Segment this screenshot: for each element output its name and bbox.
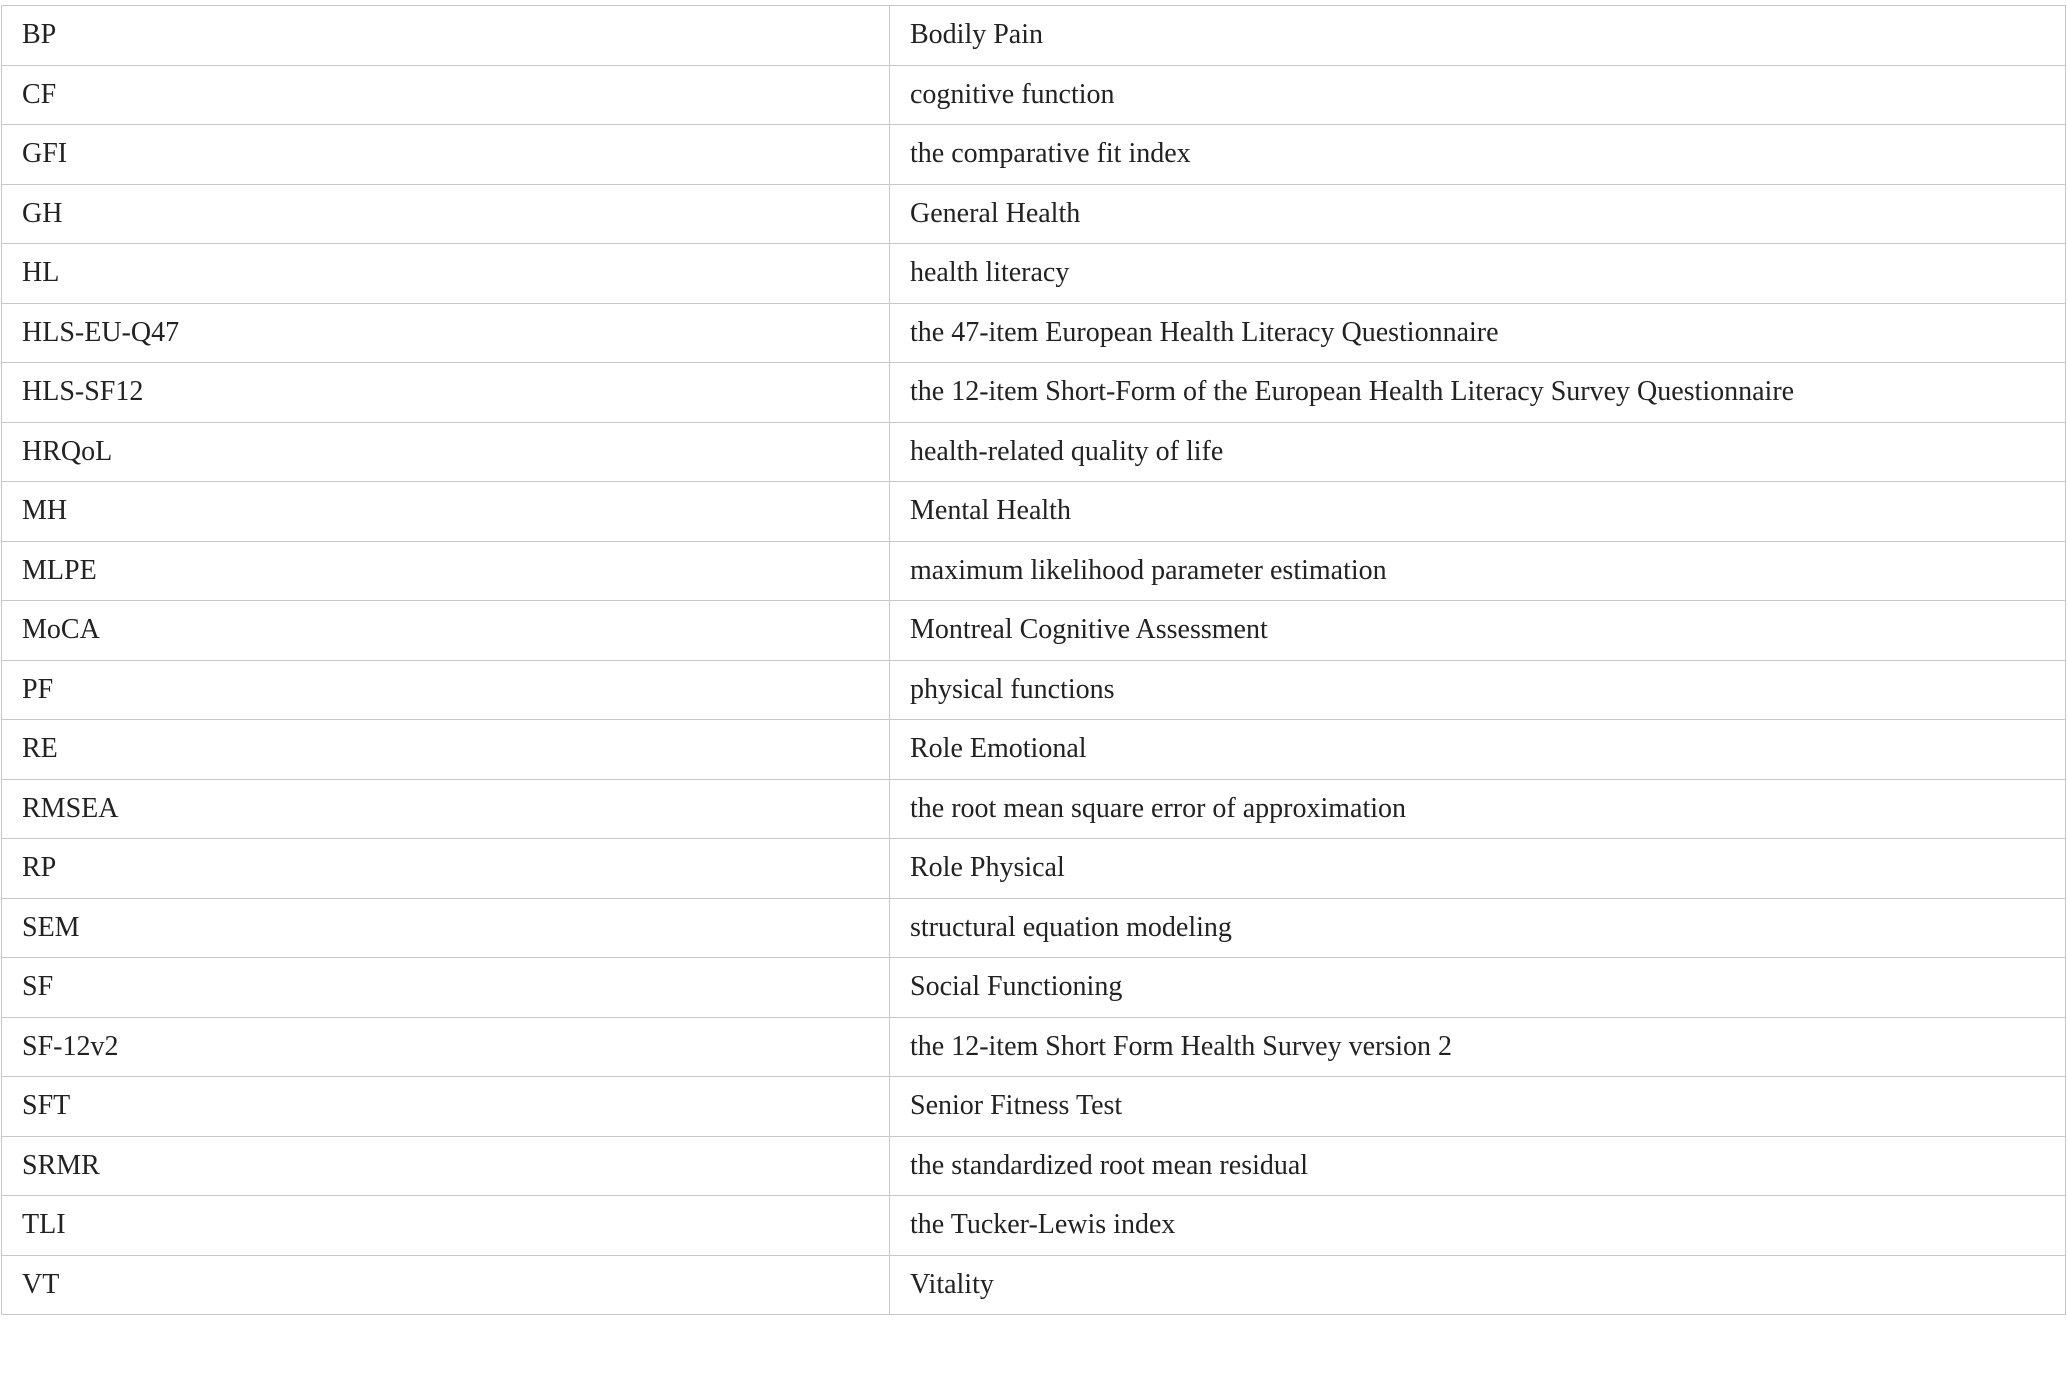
abbreviation-cell: HL [2,244,890,304]
abbreviation-cell: MoCA [2,601,890,661]
definition-cell: cognitive function [890,65,2066,125]
definition-cell: Senior Fitness Test [890,1077,2066,1137]
definition-cell: Vitality [890,1255,2066,1315]
table-row [2,482,2066,542]
table-row [2,363,2066,423]
abbreviation-cell: VT [2,1255,890,1315]
definition-cell: the 12-item Short-Form of the European Health Literacy Survey Questionnaire [890,363,2066,423]
abbreviation-cell: RMSEA [2,779,890,839]
abbreviation-cell: HRQoL [2,422,890,482]
table-row [2,958,2066,1018]
table-row [2,541,2066,601]
abbreviation-cell: GFI [2,125,890,185]
abbreviations-table [1,5,2066,1315]
abbreviation-cell: MLPE [2,541,890,601]
table-row [2,1017,2066,1077]
table-row [2,184,2066,244]
definition-cell: the root mean square error of approximation [890,779,2066,839]
definition-cell: the comparative fit index [890,125,2066,185]
abbreviation-cell: SFT [2,1077,890,1137]
definition-cell: maximum likelihood parameter estimation [890,541,2066,601]
abbreviation-cell: GH [2,184,890,244]
definition-cell: Mental Health [890,482,2066,542]
definition-cell: physical functions [890,660,2066,720]
table-row [2,1136,2066,1196]
definition-cell: General Health [890,184,2066,244]
abbreviation-cell: PF [2,660,890,720]
table-row [2,125,2066,185]
abbreviation-cell: CF [2,65,890,125]
definition-cell: the 12-item Short Form Health Survey version 2 [890,1017,2066,1077]
table-row [2,65,2066,125]
definition-cell: the 47-item European Health Literacy Questionnaire [890,303,2066,363]
definition-cell: health-related quality of life [890,422,2066,482]
table-row [2,898,2066,958]
definition-cell: structural equation modeling [890,898,2066,958]
abbreviation-cell: SEM [2,898,890,958]
table-row [2,422,2066,482]
abbreviation-cell: SRMR [2,1136,890,1196]
table-body [2,6,2066,1315]
definition-cell: Role Emotional [890,720,2066,780]
abbreviations-table-container [1,5,2065,1315]
table-row [2,601,2066,661]
abbreviation-cell: HLS-SF12 [2,363,890,423]
definition-cell: Social Functioning [890,958,2066,1018]
table-row [2,1077,2066,1137]
abbreviation-cell: MH [2,482,890,542]
definition-cell: health literacy [890,244,2066,304]
abbreviation-cell: SF-12v2 [2,1017,890,1077]
abbreviation-cell: TLI [2,1196,890,1256]
table-row [2,6,2066,66]
table-row [2,244,2066,304]
definition-cell: Montreal Cognitive Assessment [890,601,2066,661]
table-row [2,1196,2066,1256]
definition-cell: Role Physical [890,839,2066,899]
abbreviation-cell: HLS-EU-Q47 [2,303,890,363]
table-row [2,660,2066,720]
abbreviation-cell: RP [2,839,890,899]
abbreviation-cell: BP [2,6,890,66]
definition-cell: the Tucker-Lewis index [890,1196,2066,1256]
table-row [2,1255,2066,1315]
definition-cell: Bodily Pain [890,6,2066,66]
abbreviation-cell: SF [2,958,890,1018]
definition-cell: the standardized root mean residual [890,1136,2066,1196]
table-row [2,839,2066,899]
abbreviation-cell: RE [2,720,890,780]
table-row [2,720,2066,780]
table-row [2,303,2066,363]
table-row [2,779,2066,839]
